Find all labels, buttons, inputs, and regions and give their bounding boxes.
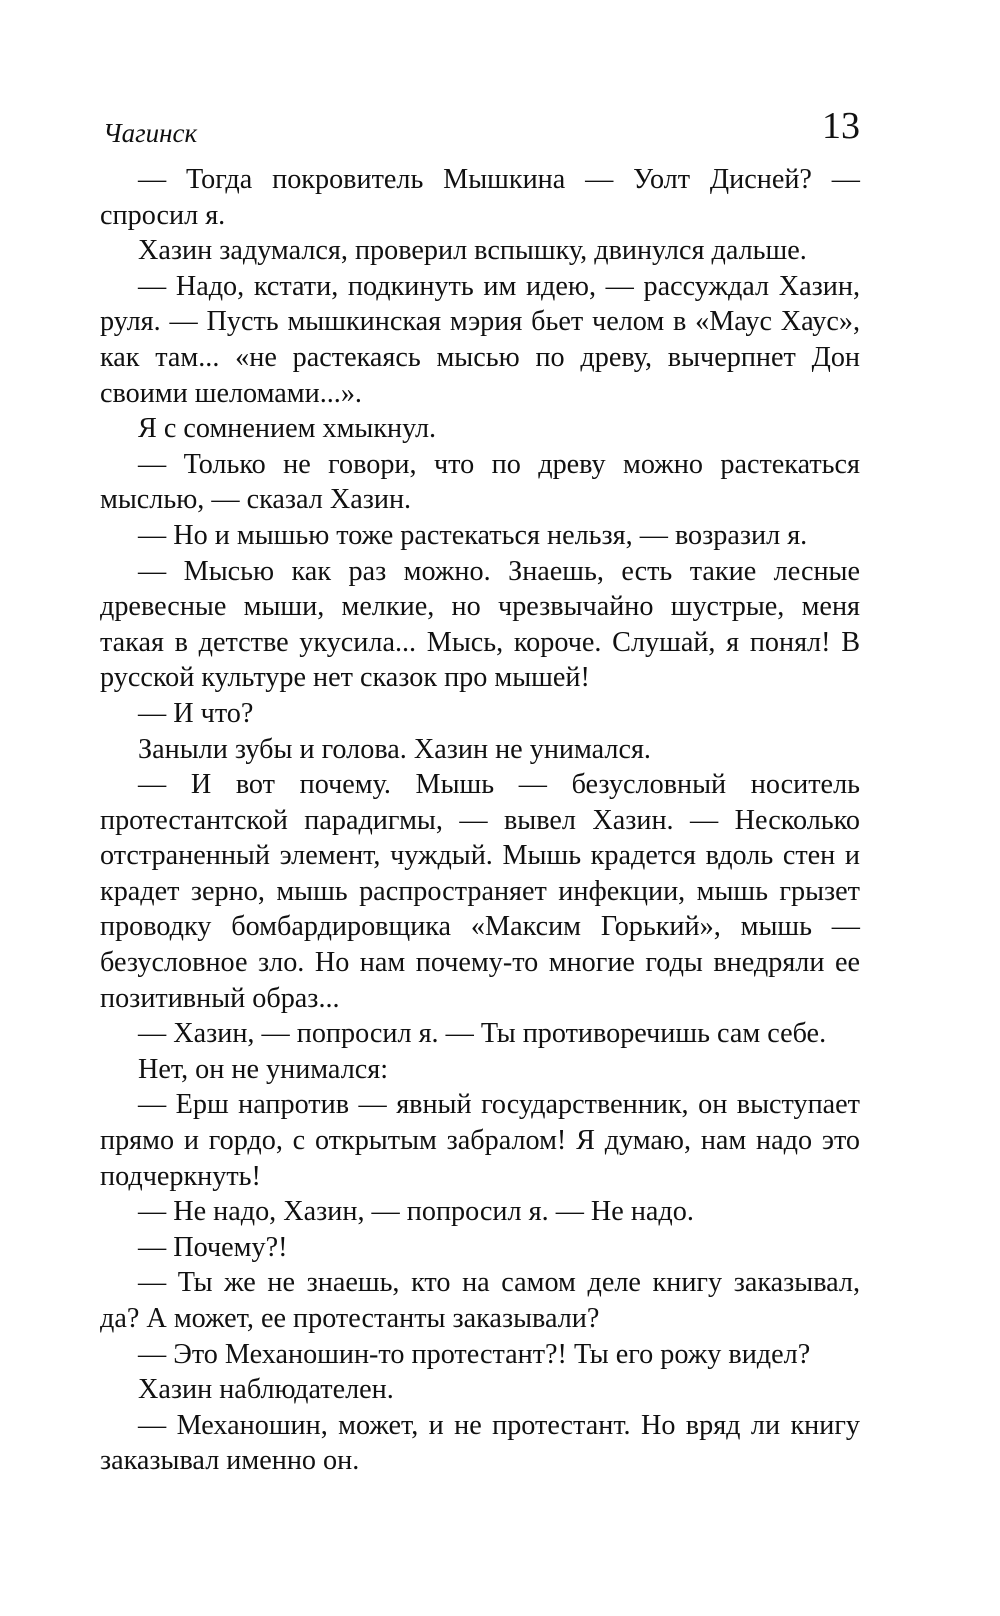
paragraph: Заныли зубы и голова. Хазин не унимался. xyxy=(138,733,651,765)
page-header xyxy=(100,104,860,148)
book-page xyxy=(100,104,860,1479)
body-text xyxy=(100,162,860,1479)
paragraph: — Ты же не знаешь, кто на самом деле книгу заказывал, да? А может, ее протестанты заказывали? xyxy=(100,1267,860,1334)
paragraph: — Мысью как раз можно. Знаешь, есть такие лесные древесные мыши, мелкие, но чрезвычайно шустрые, меня такая в детстве укусила... Мысь, короче. Слушай, я понял! В русской культуре нет сказок про мышей! xyxy=(100,555,860,694)
paragraph: — Почему?! xyxy=(138,1231,288,1263)
paragraph: Хазин наблюдателен. xyxy=(138,1374,394,1406)
paragraph: — Ерш напротив — явный государственник, он выступает прямо и гордо, с открытым забралом! Я думаю, нам надо это подчеркнуть! xyxy=(100,1089,860,1192)
paragraph: Нет, он не унимался: xyxy=(138,1053,389,1085)
paragraph: — Только не говори, что по древу можно растекаться мыслью, — сказал Хазин. xyxy=(100,448,860,516)
paragraph: — Надо, кстати, подкинуть им идею, — рассуждал Хазин, руля. — Пусть мышкинская мэрия бьет челом в «Маус Хаус», как там... «не растекаясь мысью по древу, вычерпнет Дон своими шеломами...». xyxy=(100,270,860,409)
paragraph: — Это Механошин-то протестант?! Ты его рожу видел? xyxy=(138,1338,811,1370)
paragraph: — И вот почему. Мышь — безусловный носитель протестантской парадигмы, — вывел Хазин. — Несколько отстраненный элемент, чуждый. Мышь крадется вдоль стен и крадет зерно, мышь распространяет инфекции, мышь грызет проводку бомбардировщика «Максим Горький», мышь — безусловное зло. Но нам почему-то многие годы внедряли ее позитивный образ... xyxy=(100,769,860,1014)
paragraph: — Не надо, Хазин, — попросил я. — Не надо. xyxy=(138,1196,694,1228)
paragraph: — Тогда покровитель Мышкина — Уолт Дисней? — спросил я. xyxy=(100,164,860,231)
paragraph: — Хазин, — попросил я. — Ты противоречишь сам себе. xyxy=(138,1018,827,1050)
paragraph: Я с сомнением хмыкнул. xyxy=(138,413,437,445)
paragraph: — И что? xyxy=(138,697,254,729)
running-title: Чагинск xyxy=(103,118,198,148)
page-number: 13 xyxy=(822,105,860,147)
paragraph: — Но и мышью тоже растекаться нельзя, — возразил я. xyxy=(138,519,808,551)
paragraph: Хазин задумался, проверил вспышку, двинулся дальше. xyxy=(138,235,807,267)
paragraph: — Механошин, может, и не протестант. Но вряд ли книгу заказывал именно он. xyxy=(100,1409,860,1477)
